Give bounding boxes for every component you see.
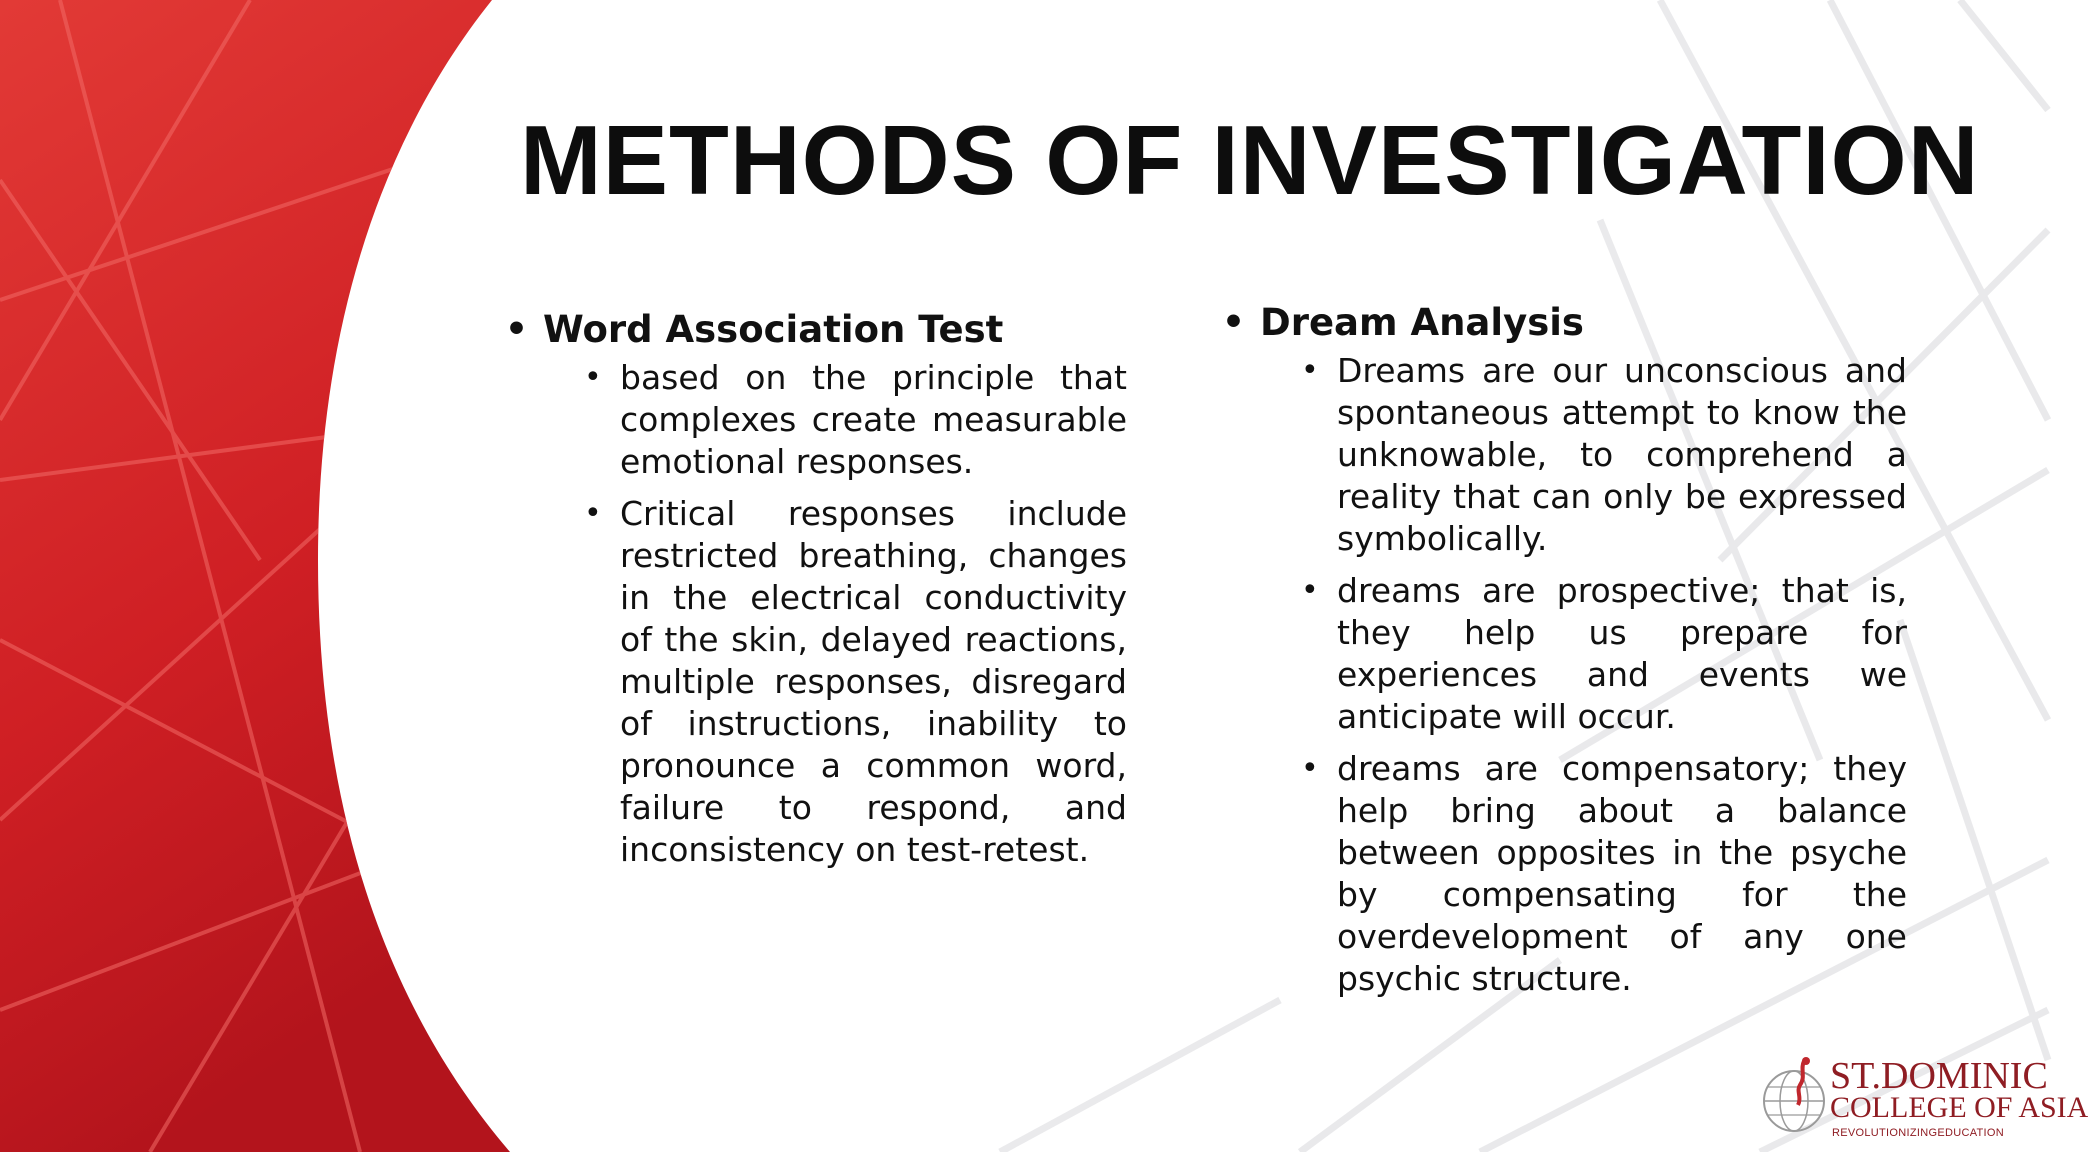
word-association-section xyxy=(505,305,1127,881)
list-item-text: Dreams are our unconscious and spontaneous attempt to know the unknowable, to comprehend a reality that can only be expressed symbolically. xyxy=(1337,351,1907,558)
bullet-dot-icon: • xyxy=(584,360,602,395)
dream-analysis-list xyxy=(1222,350,1907,1000)
list-item xyxy=(1222,748,1907,1000)
logo-line-2: COLLEGE OF ASIA xyxy=(1830,1091,2088,1124)
slide-title: METHODS OF INVESTIGATION xyxy=(520,105,1980,215)
section-heading xyxy=(1222,298,1907,348)
globe-icon xyxy=(1760,1055,1828,1135)
dream-analysis-heading: Dream Analysis xyxy=(1260,301,1584,344)
dream-analysis-section xyxy=(1222,298,1907,1010)
list-item xyxy=(1222,570,1907,738)
list-item-text: based on the principle that complexes create measurable emotional responses. xyxy=(620,358,1127,481)
bullet-dot-icon: • xyxy=(1301,353,1319,388)
college-logo xyxy=(1760,1055,2088,1145)
list-item xyxy=(1222,350,1907,560)
list-item-text: dreams are compensatory; they help bring about a balance between opposites in the psyche by compensating for the overdevelopment of any one psychic structure. xyxy=(1337,749,1907,998)
list-item xyxy=(505,357,1127,483)
logo-line-1: ST.DOMINIC xyxy=(1830,1055,2048,1097)
list-item xyxy=(505,493,1127,871)
section-heading xyxy=(505,305,1127,355)
list-item-text: dreams are prospective; that is, they help us prepare for experiences and events we anticipate will occur. xyxy=(1337,571,1907,736)
bullet-dot-icon: • xyxy=(1222,302,1246,343)
logo-tagline: REVOLUTIONIZINGEDUCATION xyxy=(1832,1127,2005,1139)
bullet-dot-icon: • xyxy=(1301,573,1319,608)
word-association-heading: Word Association Test xyxy=(543,308,1004,351)
bullet-dot-icon: • xyxy=(1301,751,1319,786)
list-item-text: Critical responses include restricted breathing, changes in the electrical conductivity of the skin, delayed reactions, multiple responses, disregard of instructions, inability to pronounce a common word, failure to respond, and inconsistency on test-retest. xyxy=(620,494,1127,869)
word-association-list xyxy=(505,357,1127,871)
bullet-dot-icon: • xyxy=(584,496,602,531)
logo-name xyxy=(1830,1057,2088,1123)
bullet-dot-icon: • xyxy=(505,309,529,350)
